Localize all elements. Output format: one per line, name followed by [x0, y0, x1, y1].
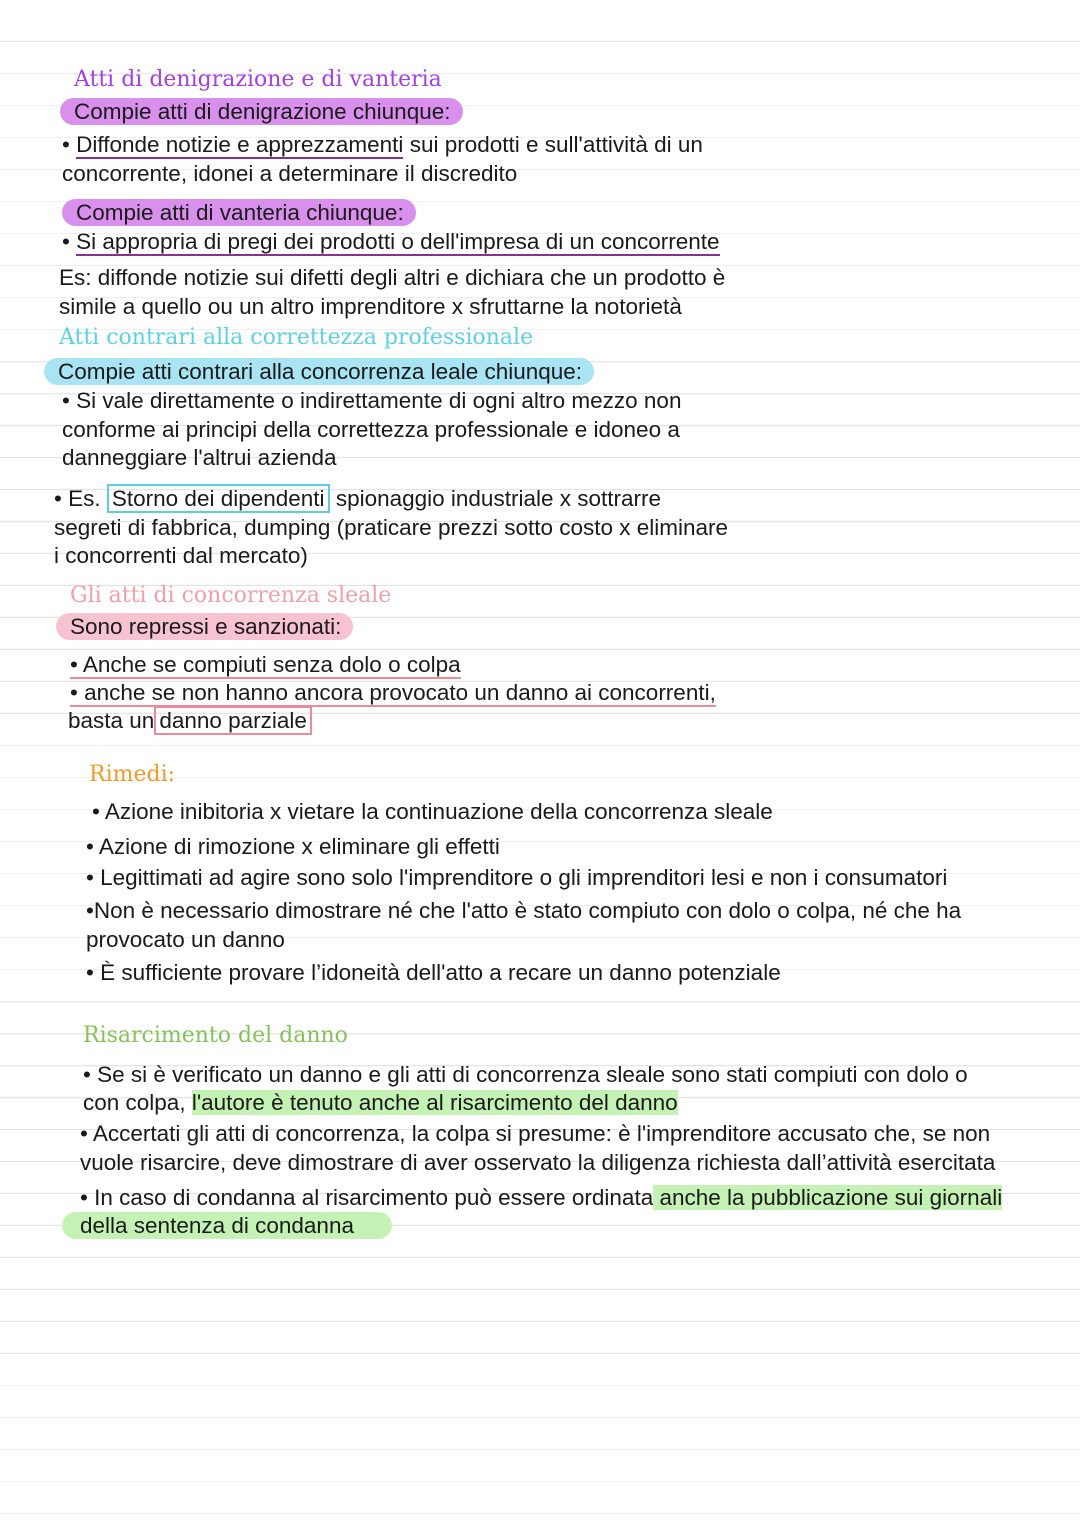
correttezza-example-2: segreti di fabbrica, dumping (praticare prezzi sotto costo x eliminare — [54, 515, 729, 540]
underlined-text: Diffonde notizie e apprezzamenti — [76, 132, 404, 157]
heading-concorrenza-sleale: Gli atti di concorrenza sleale — [70, 583, 392, 608]
rimedi-line-5: provocato un danno — [86, 927, 285, 952]
highlight-denigrazione: Compie atti di denigrazione chiunque: — [60, 98, 463, 125]
text: con colpa, — [83, 1090, 192, 1115]
rimedi-line-6: • È sufficiente provare l’idoneità dell'atto a recare un danno potenziale — [86, 960, 781, 985]
sleale-line-2 — [70, 678, 716, 708]
rimedi-line-1: • Azione inibitoria x vietare la continuazione della concorrenza sleale — [92, 799, 773, 824]
correttezza-line-3: danneggiare l'altrui azienda — [62, 445, 337, 470]
highlight-correttezza: Compie atti contrari alla concorrenza leale chiunque: — [44, 358, 594, 385]
rimedi-line-2: • Azione di rimozione x eliminare gli effetti — [86, 834, 500, 859]
denigrazione-line-2: concorrente, idonei a determinare il discredito — [62, 161, 518, 186]
highlight-green: anche la pubblicazione sui giornali — [653, 1185, 1003, 1210]
underlined-text: Si appropria di pregi dei prodotti o dell'impresa di un concorrente — [76, 229, 720, 254]
risarcimento-line-4: vuole risarcire, deve dimostrare di aver osservato la diligenza richiesta dall’attività esercitata — [80, 1150, 996, 1175]
vanteria-line-1 — [62, 227, 720, 257]
heading-risarcimento: Risarcimento del danno — [83, 1023, 348, 1048]
correttezza-line-2: conforme ai principi della correttezza professionale e idoneo a — [62, 417, 680, 442]
risarcimento-line-6 — [80, 1211, 392, 1241]
boxed-text: Storno dei dipendenti — [107, 484, 330, 513]
risarcimento-line-1: • Se si è verificato un danno e gli atti di concorrenza sleale sono stati compiuti con dolo o — [83, 1062, 968, 1087]
underlined-text: • Anche se compiuti senza dolo o colpa — [70, 652, 461, 677]
sleale-line-1 — [70, 650, 461, 680]
denigrazione-line-1 — [62, 130, 703, 160]
rimedi-line-4: •Non è necessario dimostrare né che l'atto è stato compiuto con dolo o colpa, né che ha — [86, 898, 962, 923]
highlight-green: della sentenza di condanna — [62, 1212, 392, 1239]
text: • In caso di condanna al risarcimento può essere ordinata — [80, 1185, 654, 1210]
example-line-1: Es: diffonde notizie sui difetti degli altri e dichiara che un prodotto è — [59, 265, 726, 290]
label-vanteria — [62, 198, 416, 228]
heading-denigrazione-vanteria: Atti di denigrazione e di vanteria — [74, 67, 442, 92]
risarcimento-line-3: • Accertati gli atti di concorrenza, la colpa si presume: è l'imprenditore accusato che, se non — [80, 1121, 991, 1146]
correttezza-example-1 — [54, 484, 661, 514]
underlined-text: • anche se non hanno ancora provocato un danno ai concorrenti, — [70, 680, 716, 705]
risarcimento-line-5 — [80, 1183, 1002, 1213]
highlight-sleale: Sono repressi e sanzionati: — [56, 613, 353, 640]
text: basta un — [68, 708, 155, 733]
label-sleale — [56, 612, 353, 642]
rimedi-line-3: • Legittimati ad agire sono solo l'imprenditore o gli imprenditori lesi e non i consumatori — [86, 865, 948, 890]
text: • Es. — [54, 486, 107, 511]
boxed-text: danno parziale — [154, 706, 312, 735]
label-denigrazione — [60, 97, 463, 127]
sleale-line-3 — [68, 706, 312, 736]
correttezza-line-1: • Si vale direttamente o indirettamente di ogni altro mezzo non — [62, 388, 682, 413]
highlight-vanteria: Compie atti di vanteria chiunque: — [62, 199, 416, 226]
bullet: • — [62, 229, 77, 254]
risarcimento-line-2 — [83, 1088, 678, 1118]
label-correttezza — [44, 357, 594, 387]
text: sui prodotti e sull'attività di un — [403, 132, 703, 157]
correttezza-example-3: i concorrenti dal mercato) — [54, 543, 308, 568]
heading-correttezza: Atti contrari alla correttezza professionale — [59, 325, 534, 350]
heading-rimedi: Rimedi: — [89, 762, 176, 787]
highlight-green: l'autore è tenuto anche al risarcimento del danno — [191, 1090, 678, 1115]
text: spionaggio industriale x sottrarre — [329, 486, 661, 511]
bullet: • — [62, 132, 77, 157]
example-line-2: simile a quello ou un altro imprenditore x sfruttarne la notorietà — [59, 294, 682, 319]
